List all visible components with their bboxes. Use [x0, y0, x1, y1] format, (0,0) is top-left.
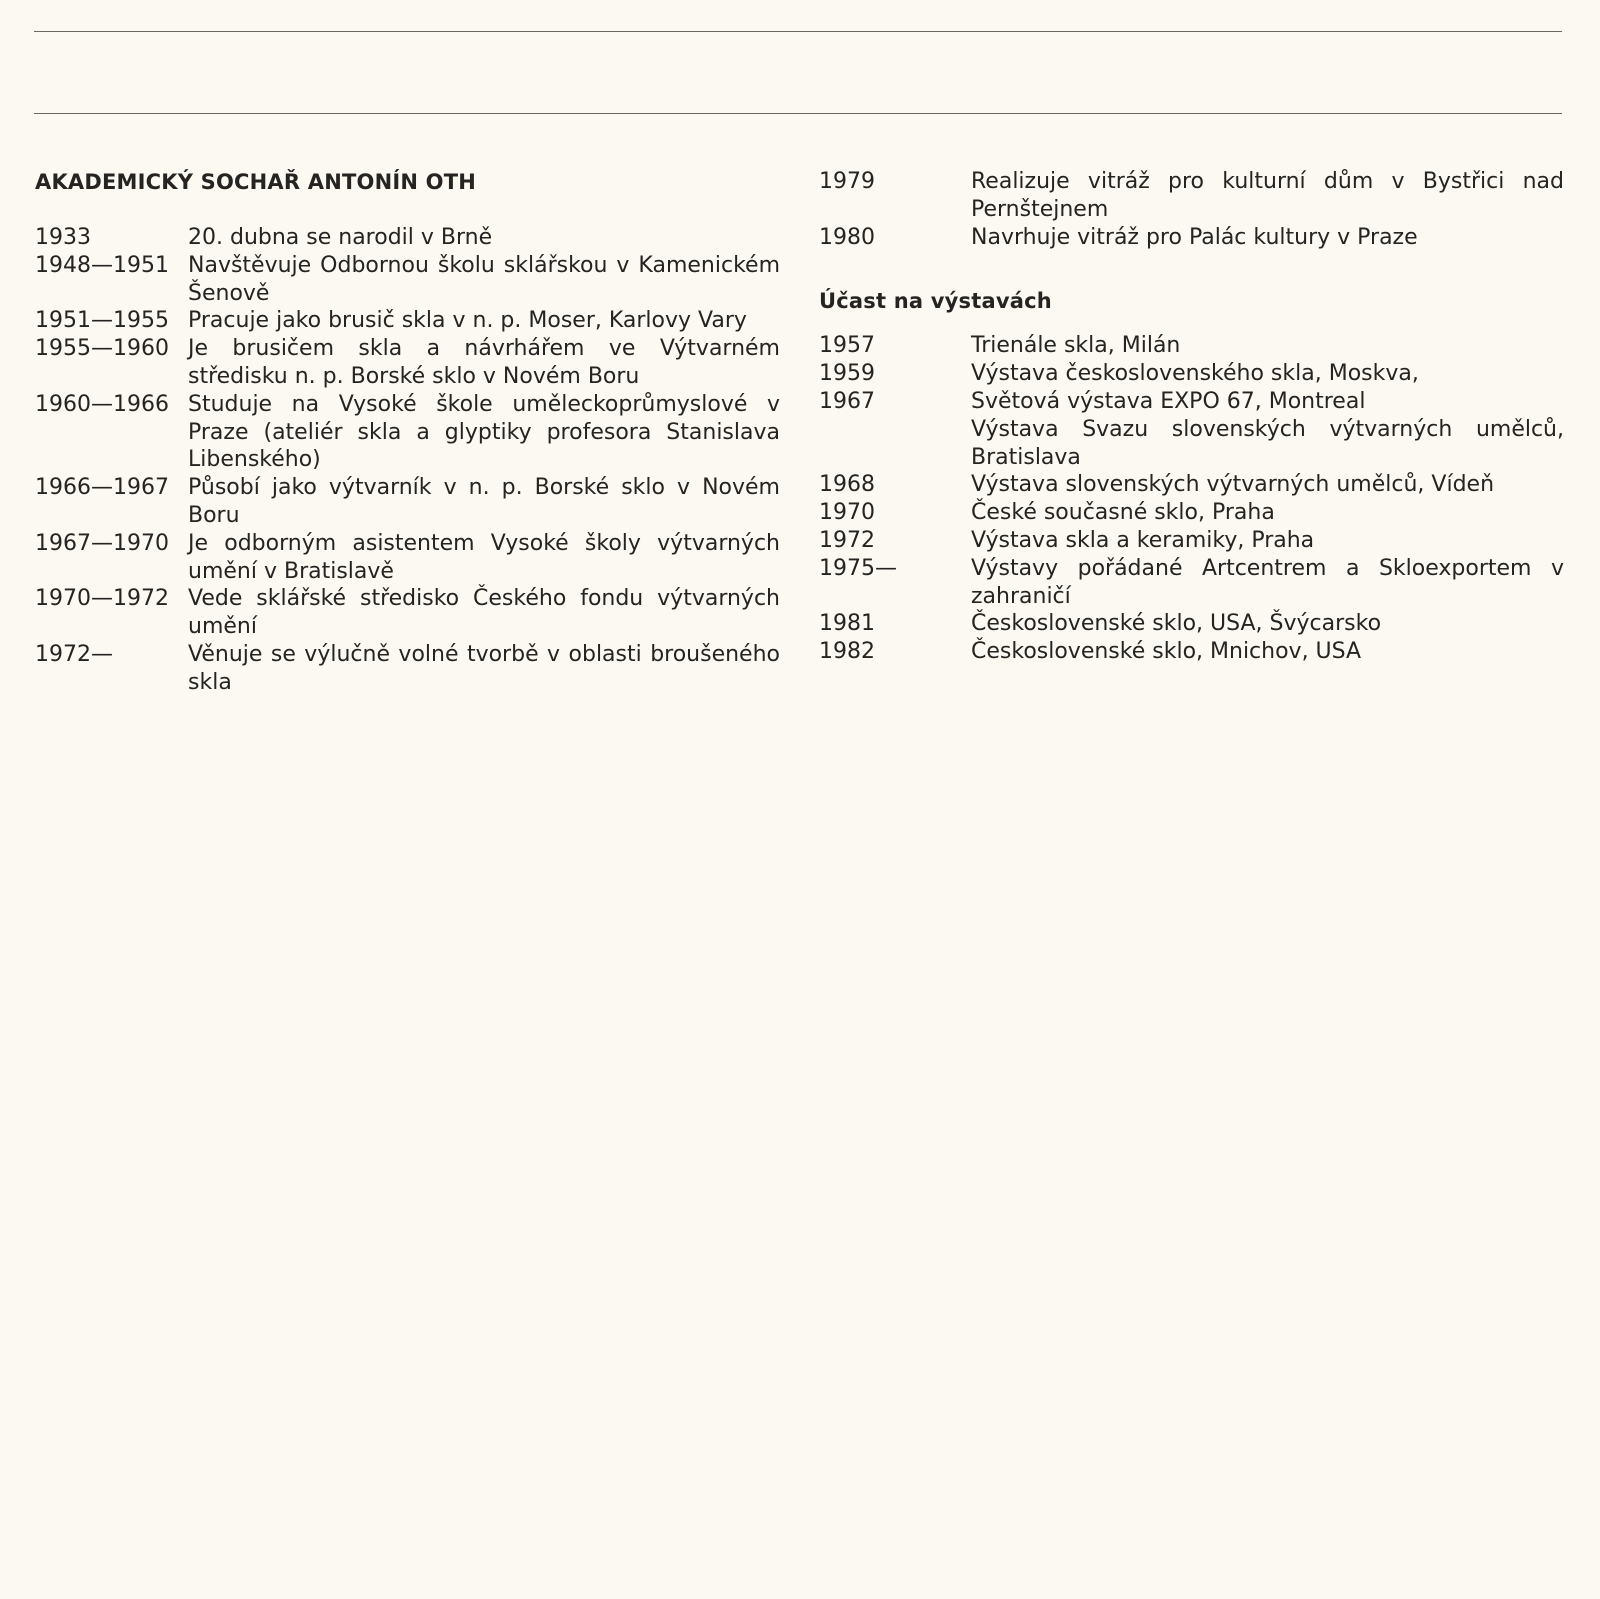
exhibition-entry	[819, 527, 1564, 555]
exhibition-entry	[819, 471, 1564, 499]
left-column	[35, 168, 780, 697]
bio-text: Navrhuje vitráž pro Palác kultury v Praze	[971, 224, 1418, 250]
exhibition-entry	[819, 499, 1564, 527]
bio-entry	[35, 641, 780, 697]
bio-text: Věnuje se výlučně volné tvorbě v oblasti broušeného skla	[188, 641, 780, 695]
bio-entry	[35, 391, 780, 474]
bio-text: Je brusičem skla a návrhářem ve Výtvarném středisku n. p. Borské sklo v Novém Boru	[188, 336, 780, 389]
top-rule-2	[34, 113, 1562, 114]
right-column	[819, 168, 1564, 666]
exhibition-text: Výstava slovenských výtvarných umělců, Vídeň	[971, 472, 1495, 498]
exhibition-year: 1970	[819, 500, 875, 526]
exhibition-year: 1968	[819, 472, 875, 498]
bio-year: 1967—1970	[35, 530, 169, 556]
exhibition-entry	[819, 555, 1564, 611]
exhibition-year: 1975—	[819, 555, 897, 581]
exhibition-entry	[819, 388, 1564, 416]
bio-year: 1966—1967	[35, 475, 169, 501]
exhibition-entry	[819, 416, 1564, 472]
exhibition-text: Výstavy pořádané Artcentrem a Skloexportem v zahraničí	[971, 555, 1564, 609]
exhibition-text: Výstava československého skla, Moskva,	[971, 361, 1419, 387]
bio-year: 1972—	[35, 641, 113, 667]
biography-heading: AKADEMICKÝ SOCHAŘ ANTONÍN OTH	[35, 170, 476, 194]
exhibition-text: Výstava Svazu slovenských výtvarných umělců, Bratislava	[971, 416, 1564, 470]
exhibition-year: 1982	[819, 639, 875, 665]
exhibition-year: 1972	[819, 527, 875, 553]
bio-entry	[819, 168, 1564, 224]
bio-year: 1979	[819, 169, 875, 194]
bio-text: 20. dubna se narodil v Brně	[188, 225, 493, 250]
bio-entry	[35, 307, 780, 335]
bio-text: Navštěvuje Odbornou školu sklářskou v Kamenickém Šenově	[188, 252, 780, 306]
exhibition-text: Trienále skla, Milán	[971, 333, 1181, 359]
exhibition-entry	[819, 360, 1564, 388]
exhibition-year: 1981	[819, 611, 875, 637]
bio-entry	[35, 335, 780, 391]
bio-text: Vede sklářské středisko Českého fondu výtvarných umění	[188, 586, 780, 640]
exhibition-year: 1957	[819, 333, 875, 359]
bio-year: 1980	[819, 224, 875, 250]
bio-entry	[35, 224, 780, 252]
exhibition-year: 1959	[819, 361, 875, 387]
bio-entry	[819, 224, 1564, 252]
bio-year: 1933	[35, 225, 91, 250]
exhibition-year: 1967	[819, 388, 875, 414]
exhibition-entry	[819, 638, 1564, 666]
exhibitions-heading: Účast na výstavách	[819, 289, 1052, 314]
bio-year: 1960—1966	[35, 391, 169, 417]
bio-entry	[35, 585, 780, 641]
bio-year: 1955—1960	[35, 336, 169, 362]
exhibition-text: České současné sklo, Praha	[971, 500, 1275, 526]
bio-text: Studuje na Vysoké škole uměleckoprůmyslové v Praze (ateliér skla a glyptiky profesora Stanislava Libenského)	[188, 391, 780, 473]
bio-entry	[35, 474, 780, 530]
exhibition-text: Československé sklo, Mnichov, USA	[971, 639, 1362, 665]
bio-entry	[35, 530, 780, 586]
top-rule-1	[34, 31, 1562, 32]
bio-year: 1951—1955	[35, 308, 169, 334]
bio-text: Realizuje vitráž pro kulturní dům v Bystřici nad Pernštejnem	[971, 169, 1564, 222]
exhibition-text: Československé sklo, USA, Švýcarsko	[971, 611, 1382, 637]
bio-text: Pracuje jako brusič skla v n. p. Moser, Karlovy Vary	[188, 308, 747, 334]
exhibition-text: Světová výstava EXPO 67, Montreal	[971, 388, 1366, 414]
bio-entry	[35, 252, 780, 308]
bio-text: Je odborným asistentem Vysoké školy výtvarných umění v Bratislavě	[188, 530, 780, 584]
exhibition-entry	[819, 610, 1564, 638]
exhibition-text: Výstava skla a keramiky, Praha	[971, 527, 1315, 553]
bio-year: 1948—1951	[35, 252, 169, 278]
exhibition-entry	[819, 332, 1564, 360]
bio-year: 1970—1972	[35, 586, 169, 612]
bio-text: Působí jako výtvarník v n. p. Borské sklo v Novém Boru	[188, 475, 780, 528]
